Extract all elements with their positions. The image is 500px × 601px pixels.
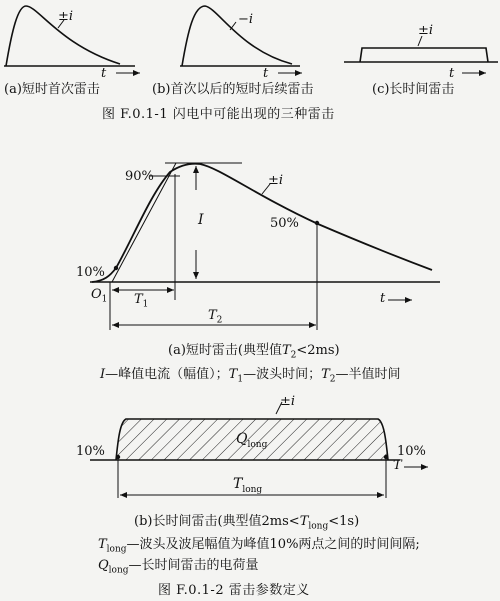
t-label-short: t [380, 291, 386, 306]
label-pm-i-a: ±i [58, 9, 74, 24]
label-90-percent: 90% [125, 169, 154, 184]
label-T1: $T_1$ [134, 292, 149, 310]
caption-short-stroke: (a)短时雷击(典型值$T_2<2ms$) [168, 343, 340, 361]
figure-title-1: 图 F.0.1-1 闪电中可能出现的三种雷击 [102, 107, 335, 122]
label-pm-i-c: ±i [418, 23, 434, 38]
label-10-percent: 10% [76, 265, 105, 280]
definition-Q-long: $Q_{long}—$长时间雷击的电荷量 [98, 558, 259, 576]
caption-long-stroke: (b)长时间雷击(典型值$2ms<T_{long}<1s$) [134, 514, 360, 532]
t-label-b: t [263, 66, 269, 81]
label-10-percent-right: 10% [397, 444, 426, 459]
caption-b: (b)首次以后的短时后续雷击 [152, 82, 314, 97]
t-label-c: t [449, 66, 455, 81]
waveform-c-long-stroke [344, 36, 498, 62]
label-pm-i-long: ±i [280, 394, 296, 409]
label-T2: $T_2$ [208, 308, 223, 326]
figure-title-2: 图 F.0.1-2 雷击参数定义 [158, 583, 310, 598]
label-peak-current-I: I [198, 212, 204, 228]
label-pm-i-short: ±i [268, 173, 284, 188]
label-Q-long: $Q_{long}$ [236, 431, 268, 450]
definition-short-stroke: I—峰值电流（幅值）；$T_1—$波头时间；$T_2—$半值时间 [100, 367, 401, 385]
t-label-a: t [101, 66, 107, 81]
label-neg-i-b: −i [238, 12, 254, 27]
label-origin-O1: $O_1$ [91, 287, 108, 305]
label-50-percent: 50% [270, 216, 299, 231]
label-10-percent-left: 10% [76, 444, 105, 459]
T-axis-label-long: T [393, 458, 402, 473]
caption-a: (a)短时首次雷击 [4, 82, 100, 97]
caption-c: (c)长时间雷击 [372, 82, 455, 97]
label-T-long: $T_{long}$ [233, 476, 263, 495]
definition-T-long: $T_{long}—$波头及波尾幅值为峰值10%两点之间的时间间隔; [98, 537, 420, 555]
